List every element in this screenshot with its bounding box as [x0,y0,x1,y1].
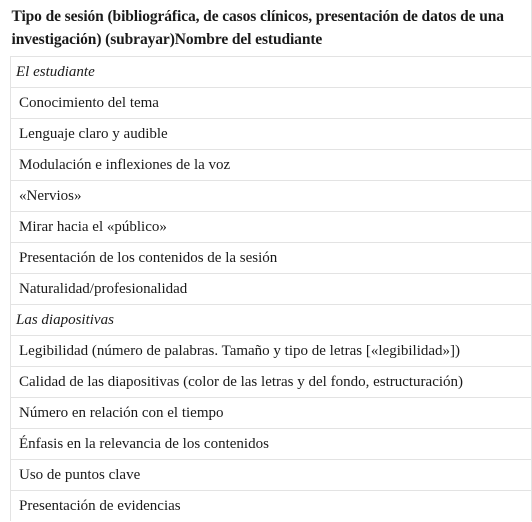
criterion-label: Calidad de las diapositivas (color de las letras y del fondo, estructuración) [11,367,532,398]
criterion-row [11,243,532,274]
criterion-row [11,150,532,181]
criterion-row [11,367,532,398]
criterion-row [11,212,532,243]
criterion-row [11,398,532,429]
criterion-label: Número en relación con el tiempo [11,398,532,429]
criterion-label: Legibilidad (número de palabras. Tamaño y tipo de letras [«legibilidad»]) [11,336,532,367]
criterion-label: Énfasis en la relevancia de los contenidos [11,429,532,460]
table-body [11,57,532,522]
table-header: Tipo de sesión (bibliográfica, de casos clínicos, presentación de datos de una investigación) (subrayar)Nombre del estudiante [11,0,532,57]
evaluation-table [10,0,532,521]
section-header-row [11,57,532,88]
criterion-row [11,429,532,460]
criterion-label: Presentación de evidencias [11,491,532,522]
section-header-row [11,305,532,336]
criterion-label: Naturalidad/profesionalidad [11,274,532,305]
criterion-label: Conocimiento del tema [11,88,532,119]
criterion-row [11,336,532,367]
section-label: El estudiante [11,57,532,88]
criterion-label: Lenguaje claro y audible [11,119,532,150]
criterion-row [11,460,532,491]
criterion-row [11,274,532,305]
criterion-label: Mirar hacia el «público» [11,212,532,243]
table-header-row [11,0,532,57]
criterion-label: Uso de puntos clave [11,460,532,491]
criterion-label: «Nervios» [11,181,532,212]
criterion-row [11,88,532,119]
criterion-row [11,119,532,150]
section-label: Las diapositivas [11,305,532,336]
criterion-row [11,491,532,522]
criterion-label: Presentación de los contenidos de la sesión [11,243,532,274]
criterion-row [11,181,532,212]
criterion-label: Modulación e inflexiones de la voz [11,150,532,181]
